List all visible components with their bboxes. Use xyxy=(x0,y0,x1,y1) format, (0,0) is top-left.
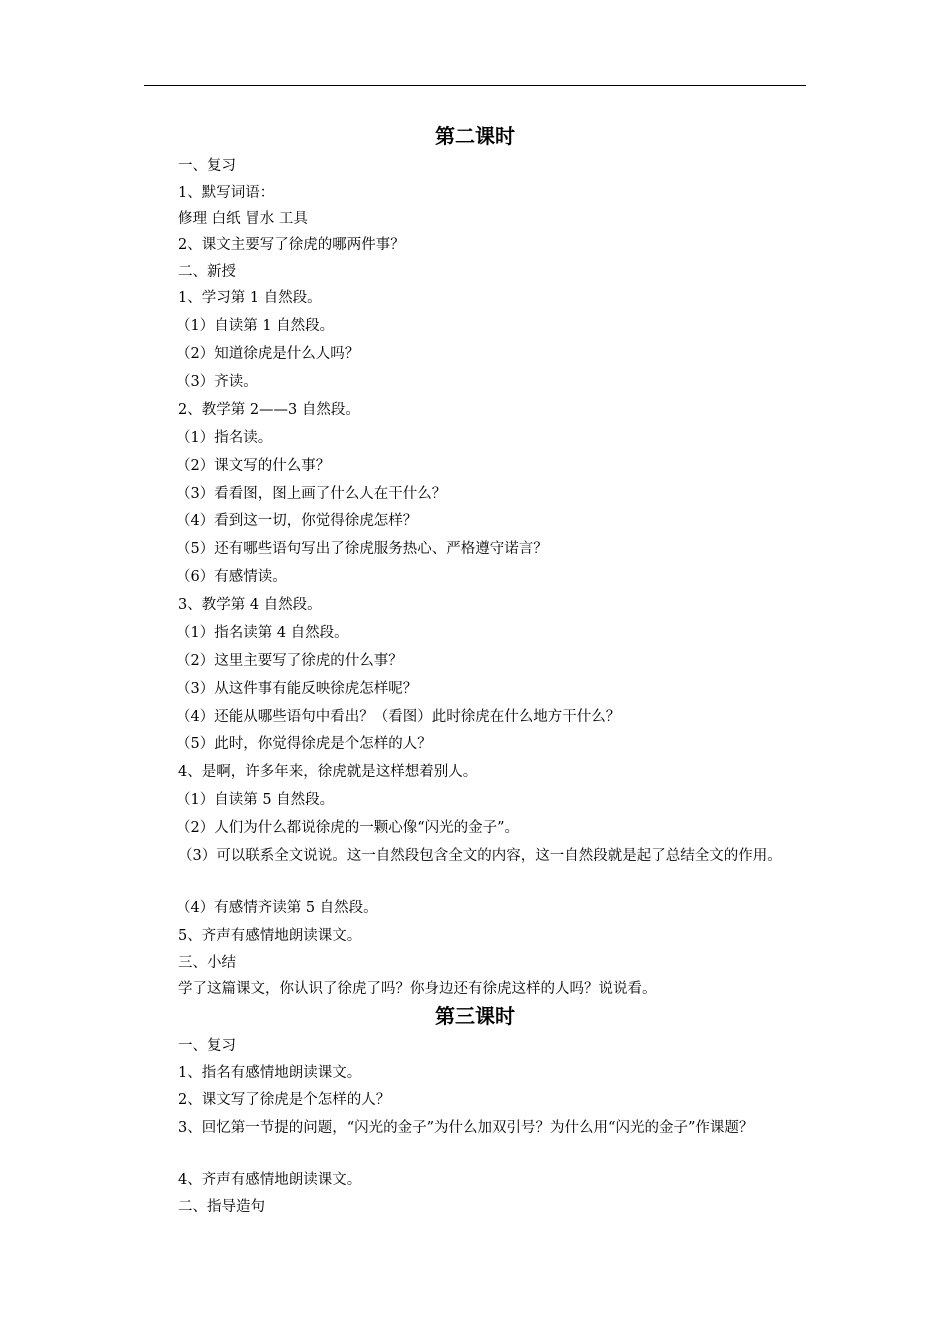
lesson2-line: （2）知道徐虎是什么人吗？ xyxy=(176,346,360,362)
lesson2-line: （1）指名读第 4 自然段。 xyxy=(176,625,349,641)
lesson2-line: （2）课文写的什么事？ xyxy=(176,458,331,474)
lesson2-line: 二、新授 xyxy=(178,264,236,280)
lesson2-line: 2、课文主要写了徐虎的哪两件事？ xyxy=(178,237,405,253)
lesson2-line: （3）看看图，图上画了什么人在干什么？ xyxy=(176,486,447,502)
lesson2-line: 1、默写词语： xyxy=(178,185,275,201)
header-rule xyxy=(144,85,806,86)
lesson3-title: 第三课时 xyxy=(435,1004,515,1028)
lesson3-line: 一、复习 xyxy=(178,1038,236,1054)
lesson2-line: 1、学习第 1 自然段。 xyxy=(178,290,322,306)
lesson2-line: （2）这里主要写了徐虎的什么事？ xyxy=(176,653,403,669)
lesson2-line: （5）此时，你觉得徐虎是个怎样的人？ xyxy=(176,736,432,752)
lesson2-line: （5）还有哪些语句写出了徐虎服务热心、严格遵守诺言？ xyxy=(176,541,548,557)
lesson3-line: 二、指导造句 xyxy=(178,1199,265,1215)
lesson2-line: 3、教学第 4 自然段。 xyxy=(178,597,322,613)
lesson2-line: （6）有感情读。 xyxy=(176,569,287,585)
lesson2-line: 一、复习 xyxy=(178,158,236,174)
lesson2-line: 4、是啊，许多年来，徐虎就是这样想着别人。 xyxy=(178,764,478,780)
lesson2-line: （4）还能从哪些语句中看出？（看图）此时徐虎在什么地方干什么？ xyxy=(176,709,621,725)
lesson3-question-paragraph: 3、回忆第一节提的问题，“闪光的金子”为什么加双引号？为什么用“闪光的金子”作课题？ xyxy=(178,1120,754,1136)
lesson2-line: 修理 白纸 冒水 工具 xyxy=(178,211,308,227)
lesson2-line: 2、教学第 2——3 自然段。 xyxy=(178,402,360,418)
lesson2-line: 三、小结 xyxy=(178,955,236,971)
lesson2-summary-paragraph: （3）可以联系全文说说。这一自然段包含全文的内容，这一自然段就是起了总结全文的作用。 xyxy=(178,848,782,864)
lesson2-line: 5、齐声有感情地朗读课文。 xyxy=(178,928,362,944)
lesson3-line: 4、齐声有感情地朗读课文。 xyxy=(178,1172,362,1188)
lesson2-line: （1）自读第 5 自然段。 xyxy=(176,792,335,808)
lesson2-line: （4）有感情齐读第 5 自然段。 xyxy=(176,900,378,916)
lesson2-line: （3）从这件事有能反映徐虎怎样呢？ xyxy=(176,681,418,697)
lesson2-line: （1）指名读。 xyxy=(176,430,273,446)
lesson2-line: 学了这篇课文，你认识了徐虎了吗？你身边还有徐虎这样的人吗？说说看。 xyxy=(178,981,657,997)
lesson3-line: 2、课文写了徐虎是个怎样的人？ xyxy=(178,1092,391,1108)
lesson2-line: （3）齐读。 xyxy=(176,374,258,390)
lesson2-line: （1）自读第 1 自然段。 xyxy=(176,318,335,334)
lesson2-line: （4）看到这一切，你觉得徐虎怎样？ xyxy=(176,513,418,529)
lesson2-line: （2）人们为什么都说徐虎的一颗心像“闪光的金子”。 xyxy=(176,820,520,836)
lesson3-line: 1、指名有感情地朗读课文。 xyxy=(178,1065,362,1081)
lesson2-title: 第二课时 xyxy=(435,124,515,148)
